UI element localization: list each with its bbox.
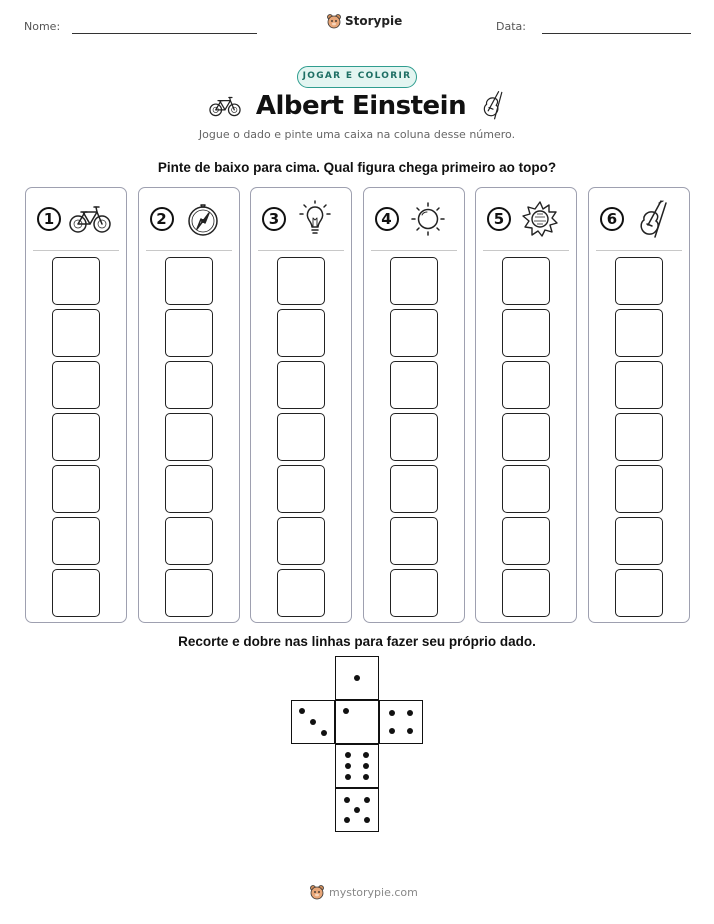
dice-face-3: [291, 700, 335, 744]
color-box[interactable]: [390, 361, 438, 409]
bear-logo-icon: [309, 884, 325, 900]
column-1: [25, 187, 127, 623]
column-divider: [483, 250, 569, 251]
color-box[interactable]: [165, 361, 213, 409]
color-box[interactable]: [502, 309, 550, 357]
column-number: 6: [600, 207, 624, 231]
dice-face-1: [335, 700, 379, 744]
color-box[interactable]: [615, 569, 663, 617]
dice-pip: [363, 763, 369, 769]
bear-logo-icon: [326, 13, 342, 29]
color-box[interactable]: [615, 465, 663, 513]
sun-rays-icon: [518, 200, 562, 238]
dice-face-1: [335, 656, 379, 700]
column-divider: [33, 250, 119, 251]
lightbulb-icon: [293, 200, 337, 238]
dice-pip: [407, 710, 413, 716]
color-box[interactable]: [277, 257, 325, 305]
column-4: [363, 187, 465, 623]
color-box[interactable]: [502, 517, 550, 565]
color-box[interactable]: [390, 413, 438, 461]
color-box[interactable]: [615, 309, 663, 357]
page-title: Albert Einstein: [255, 91, 467, 121]
instruction-bottom: Recorte e dobre nas linhas para fazer seu próprio dado.: [178, 634, 536, 649]
column-number: 3: [262, 207, 286, 231]
color-box[interactable]: [165, 413, 213, 461]
column-divider: [371, 250, 457, 251]
column-number: 2: [150, 207, 174, 231]
color-box[interactable]: [277, 465, 325, 513]
footer-url[interactable]: mystorypie.com: [329, 885, 418, 899]
column-6: [588, 187, 690, 623]
color-box[interactable]: [165, 309, 213, 357]
color-box[interactable]: [52, 517, 100, 565]
footer: [309, 884, 418, 900]
color-box[interactable]: [390, 465, 438, 513]
subtitle: Jogue o dado e pinte uma caixa na coluna desse número.: [198, 128, 516, 141]
column-3: [250, 187, 352, 623]
color-box[interactable]: [277, 413, 325, 461]
color-box[interactable]: [165, 569, 213, 617]
color-box[interactable]: [502, 569, 550, 617]
name-line[interactable]: [72, 33, 257, 34]
color-box[interactable]: [615, 413, 663, 461]
color-box[interactable]: [277, 309, 325, 357]
date-label: Data:: [496, 20, 526, 33]
color-box[interactable]: [615, 257, 663, 305]
race-columns: [25, 187, 690, 623]
title-row: [0, 90, 714, 122]
dice-pip: [343, 708, 349, 714]
color-box[interactable]: [165, 517, 213, 565]
color-box[interactable]: [52, 569, 100, 617]
dice-pip: [363, 774, 369, 780]
bicycle-icon: [68, 200, 112, 238]
column-number: 4: [375, 207, 399, 231]
column-number: 1: [37, 207, 61, 231]
color-box[interactable]: [52, 309, 100, 357]
color-box[interactable]: [277, 361, 325, 409]
violin-icon: [631, 200, 675, 238]
color-box[interactable]: [52, 257, 100, 305]
color-box[interactable]: [502, 465, 550, 513]
dice-pip: [310, 719, 316, 725]
color-box[interactable]: [390, 257, 438, 305]
column-divider: [596, 250, 682, 251]
activity-badge: JOGAR E COLORIR: [297, 66, 417, 88]
compass-icon: [181, 200, 225, 238]
color-box[interactable]: [52, 413, 100, 461]
dice-pip: [407, 728, 413, 734]
dice-face-5: [335, 788, 379, 832]
dice-pip: [321, 730, 327, 736]
color-box[interactable]: [390, 309, 438, 357]
dice-pip: [364, 797, 370, 803]
instruction-top: Pinte de baixo para cima. Qual figura chega primeiro ao topo?: [157, 160, 557, 175]
color-box[interactable]: [615, 361, 663, 409]
date-line[interactable]: [542, 33, 691, 34]
sun-icon: [406, 200, 450, 238]
dice-pip: [344, 817, 350, 823]
column-number: 5: [487, 207, 511, 231]
storypie-logo: [326, 13, 402, 29]
color-box[interactable]: [52, 361, 100, 409]
dice-pip: [389, 728, 395, 734]
dice-pip: [345, 763, 351, 769]
dice-pip: [389, 710, 395, 716]
color-box[interactable]: [52, 465, 100, 513]
bicycle-icon: [208, 93, 242, 119]
column-5: [475, 187, 577, 623]
dice-pip: [345, 774, 351, 780]
dice-pip: [345, 752, 351, 758]
color-box[interactable]: [277, 517, 325, 565]
column-2: [138, 187, 240, 623]
dice-net: [290, 656, 424, 834]
violin-icon: [480, 90, 506, 122]
brand-name: Storypie: [345, 14, 403, 28]
color-box[interactable]: [390, 569, 438, 617]
color-box[interactable]: [390, 517, 438, 565]
dice-pip: [363, 752, 369, 758]
color-box[interactable]: [502, 257, 550, 305]
dice-face-4: [379, 700, 423, 744]
column-divider: [258, 250, 344, 251]
dice-pip: [364, 817, 370, 823]
dice-pip: [354, 807, 360, 813]
color-box[interactable]: [615, 517, 663, 565]
color-box[interactable]: [277, 569, 325, 617]
dice-face-6: [335, 744, 379, 788]
dice-pip: [354, 675, 360, 681]
dice-pip: [344, 797, 350, 803]
color-box[interactable]: [165, 257, 213, 305]
column-divider: [146, 250, 232, 251]
dice-pip: [299, 708, 305, 714]
color-box[interactable]: [502, 413, 550, 461]
color-box[interactable]: [502, 361, 550, 409]
color-box[interactable]: [165, 465, 213, 513]
name-label: Nome:: [24, 20, 61, 33]
